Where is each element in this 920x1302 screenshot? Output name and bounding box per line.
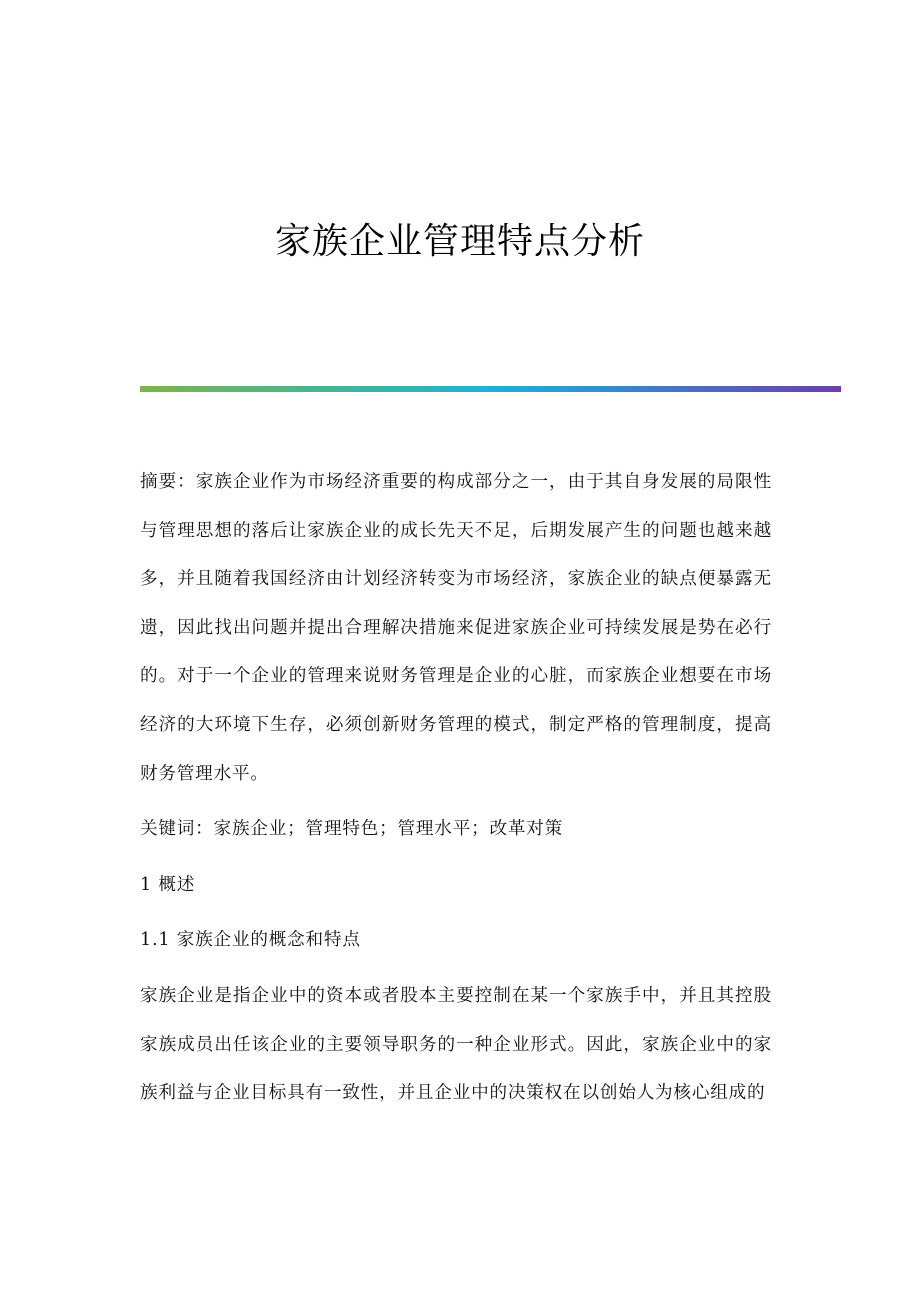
section-heading-1-1: 1.1 家族企业的概念和特点 <box>140 930 361 951</box>
title-divider-rule <box>140 386 841 392</box>
document-title: 家族企业管理特点分析 <box>274 221 645 262</box>
keywords-line: 关键词：家族企业；管理特色；管理水平；改革对策 <box>140 819 564 840</box>
section-heading-1: 1 概述 <box>140 874 196 895</box>
body-paragraph: 家族企业是指企业中的资本或者股本主要控制在某一个家族手中，并且其控股家族成员出任该企业的主要领导职务的一种企业形式。因此，家族企业中的家族利益与企业目标具有一致性，并且企业中的决策权在以创始人为核心组成的 <box>140 985 772 1104</box>
document-body <box>140 458 772 1118</box>
abstract-paragraph: 摘要：家族企业作为市场经济重要的构成部分之一，由于其自身发展的局限性与管理思想的落后让家族企业的成长先天不足，后期发展产生的问题也越来越多，并且随着我国经济由计划经济转变为市场经济，家族企业的缺点便暴露无遗，因此找出问题并提出合理解决措施来促进家族企业可持续发展是势在必行的。对于一个企业的管理来说财务管理是企业的心脏，而家族企业想要在市场经济的大环境下生存，必须创新财务管理的模式，制定严格的管理制度，提高财务管理水平。 <box>140 472 772 784</box>
